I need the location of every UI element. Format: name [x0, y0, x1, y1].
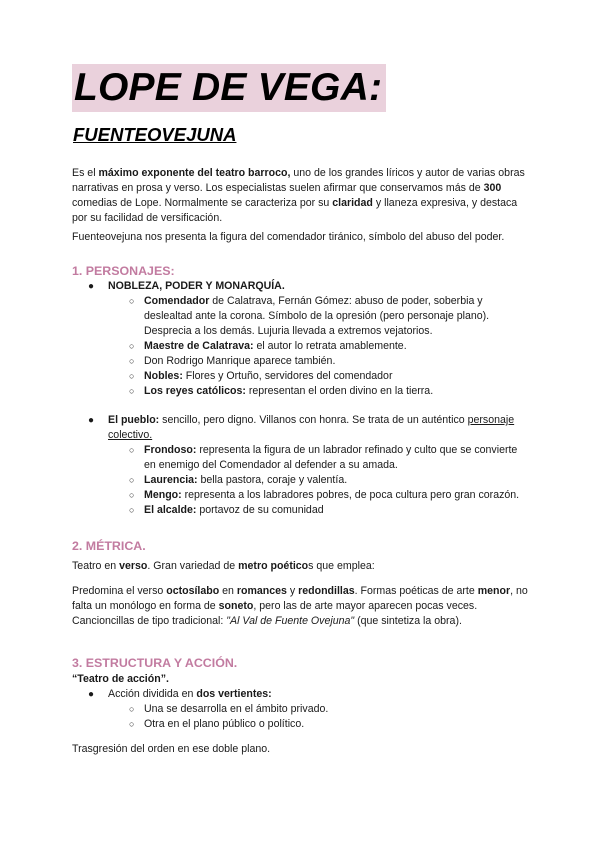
metrica-paragraph-1: Teatro en verso. Gran variedad de metro poéticos que emplea: [72, 560, 375, 572]
list-item: ○ Frondoso: representa la figura de un labrador refinado y culto que se convierte en enemigo del Comendador al defender a su amada. [129, 444, 518, 471]
hollow-bullet-icon: ○ [129, 490, 135, 500]
filled-bullet-icon: ● [88, 415, 95, 426]
document-title: LOPE DE VEGA: [74, 66, 383, 109]
hollow-bullet-icon: ○ [129, 386, 135, 396]
metrica-paragraph-2: Predomina el verso octosílabo en romances y redondillas. Formas poéticas de arte menor, no falta un monólogo en forma de soneto, pero las de arte mayor aparecen pocas veces. Cancioncillas de tipo tradicional: "Al Val de Fuente Ovejuna" (que sintetiza la obra). [72, 585, 528, 627]
filled-bullet-icon: ● [88, 689, 95, 700]
intro-paragraph-2: Fuenteovejuna nos presenta la figura del comendador tiránico, símbolo del abuso del poder. [72, 231, 505, 243]
intro-paragraph-1: Es el máximo exponente del teatro barroco, uno de los grandes líricos y autor de varias obras narrativas en prosa y verso. Los especialistas suelen afirmar que conservamos más de 300 comedias de Lope. Normalmente se caracteriza por su claridad y llaneza expresiva, y destaca por su facilidad de versificación. [72, 167, 525, 224]
hollow-bullet-icon: ○ [129, 505, 135, 515]
hollow-bullet-icon: ○ [129, 341, 135, 351]
list-item: ○ Mengo: representa a los labradores pobres, de poca cultura pero gran corazón. [129, 489, 520, 501]
personajes-list [72, 279, 532, 518]
hollow-bullet-icon: ○ [129, 445, 135, 455]
list-item: ○ El alcalde: portavoz de su comunidad [129, 504, 324, 516]
list-item-accion: ● Acción dividida en dos vertientes: ○ Una se desarrolla en el ámbito privado. ○ Otra en el plano público o político. [72, 687, 532, 732]
hollow-bullet-icon: ○ [129, 704, 135, 714]
section-heading-personajes: 1. PERSONAJES: [72, 264, 175, 278]
section-heading-estructura: 3. ESTRUCTURA Y ACCIÓN. [72, 656, 238, 670]
list-item: ○ Comendador de Calatrava, Fernán Gómez: abuso de poder, soberbia y deslealtad ante la corona. Símbolo de la opresión (pero personaje plano). Desprecia a los demás. Lujuria llevada a extremos vejatorios. [129, 295, 490, 337]
hollow-bullet-icon: ○ [129, 475, 135, 485]
hollow-bullet-icon: ○ [129, 356, 135, 366]
list-item: ○ Don Rodrigo Manrique aparece también. [129, 355, 336, 367]
list-item: ○ Una se desarrolla en el ámbito privado. [129, 703, 329, 715]
list-item-nobleza: ● NOBLEZA, PODER Y MONARQUÍA. ○ Comendador de Calatrava, Fernán Gómez: abuso de poder, soberbia y deslealtad ante la corona. Símbolo de la opresión (pero personaje plano). Desprecia a los demás. Lujuria llevada a extremos vejatorios. ○ Maestre de Calatrava: el autor lo retrata amablemente. ○ Don Rodrigo Manrique aparece también. ○ Nobles: Flores y Ortuño, servidores del comendador ○ Los reyes católicos: representan el orden divino en la tierra. [72, 279, 532, 399]
nobleza-sublist [108, 294, 532, 399]
hollow-bullet-icon: ○ [129, 296, 135, 306]
closing-paragraph: Trasgresión del orden en ese doble plano. [72, 743, 271, 755]
title-highlight [72, 64, 386, 112]
estructura-subheading: “Teatro de acción”. [72, 673, 169, 685]
list-item-pueblo: ● El pueblo: sencillo, pero digno. Villanos con honra. Se trata de un auténtico personaje colectivo. ○ Frondoso: representa la figura de un labrador refinado y culto que se convierte en enemigo del Comendador al defender a su amada. ○ Laurencia: bella pastora, coraje y valentía. ○ Mengo: representa a los labradores pobres, de poca cultura pero gran corazón. ○ El alcalde: portavoz de su comunidad [72, 413, 532, 518]
list-item: ○ Los reyes católicos: representan el orden divino en la tierra. [129, 385, 434, 397]
list-item: ○ Otra en el plano público o político. [129, 718, 305, 730]
hollow-bullet-icon: ○ [129, 371, 135, 381]
filled-bullet-icon: ● [88, 281, 95, 292]
document-page [72, 60, 532, 757]
pueblo-sublist [108, 443, 532, 518]
estructura-list [72, 687, 532, 732]
list-item: ○ Maestre de Calatrava: el autor lo retrata amablemente. [129, 340, 407, 352]
list-item: ○ Laurencia: bella pastora, coraje y valentía. [129, 474, 348, 486]
document-subtitle: FUENTEOVEJUNA [73, 124, 237, 145]
section-heading-metrica: 2. MÉTRICA. [72, 539, 146, 553]
accion-sublist [108, 702, 532, 732]
hollow-bullet-icon: ○ [129, 719, 135, 729]
list-item: ○ Nobles: Flores y Ortuño, servidores del comendador [129, 370, 393, 382]
